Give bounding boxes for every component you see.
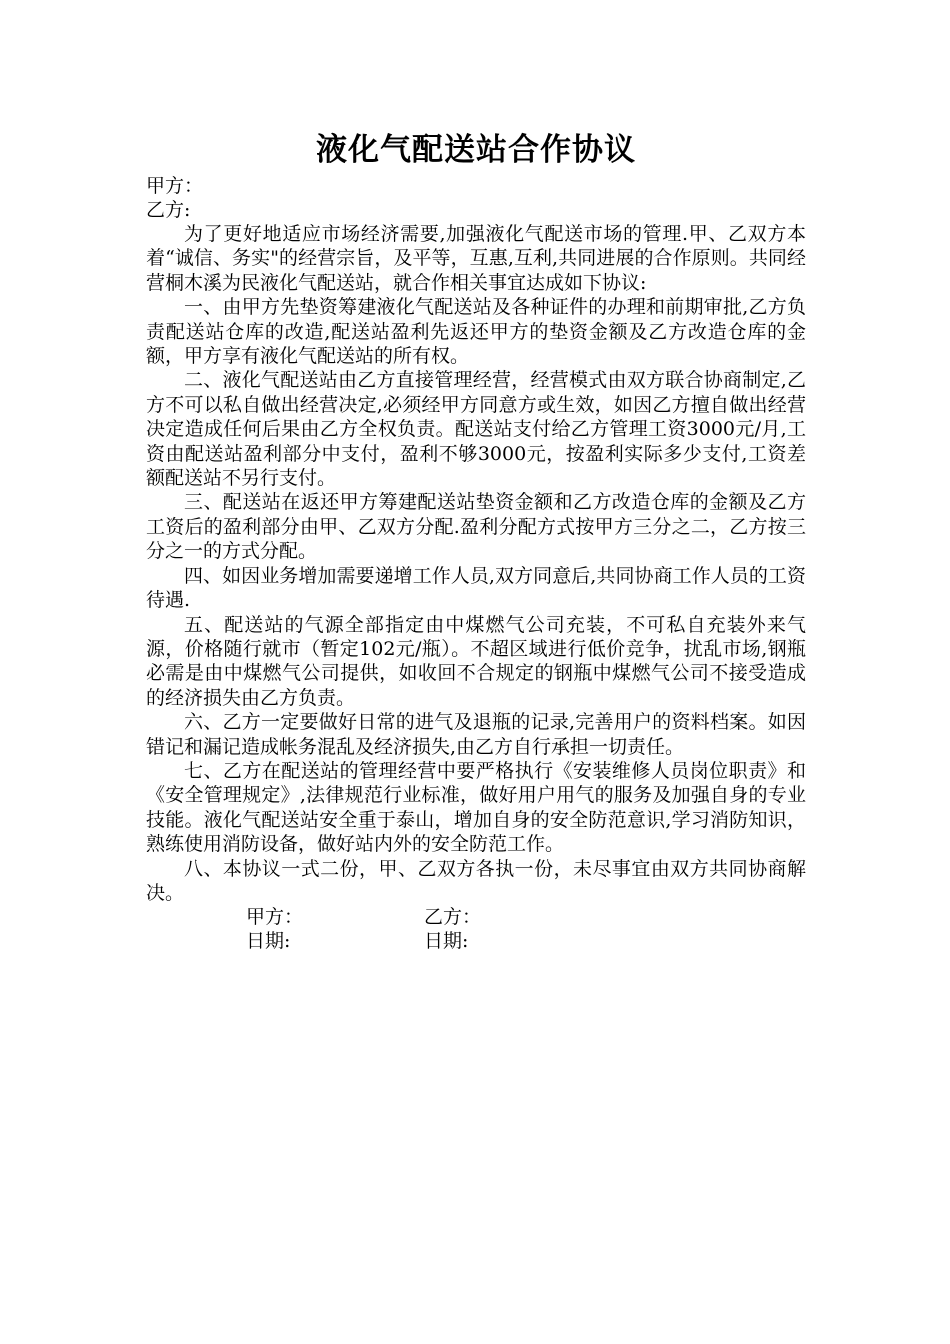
clause-6-paragraph: 六、乙方一定要做好日常的进气及退瓶的记录,完善用户的资料档案。如因错记和漏记造成帐务混乱及经济损失,由乙方自行承担一切责任。 [146,711,806,758]
party-a-line: 甲方： [146,175,204,197]
clause-5-paragraph: 五、配送站的气源全部指定由中煤燃气公司充装，不可私自充装外来气源，价格随行就市（暂定102元/瓶）。不超区域进行低价竞争，扰乱市场,钢瓶必需是由中煤燃气公司提供，如收回不合规定的钢瓶中煤燃气公司不接受造成的经济损失由乙方负责。 [146,613,806,709]
clause-7-paragraph: 七、乙方在配送站的管理经营中要严格执行《安装维修人员岗位职责》和《安全管理规定》,法律规范行业标准，做好用户用气的服务及加强自身的专业技能。液化气配送站安全重于泰山，增加自身的安全防范意识,学习消防知识，熟练使用消防设备，做好站内外的安全防范工作。 [146,759,806,856]
document-page [146,128,806,953]
preamble-paragraph: 为了更好地适应市场经济需要,加强液化气配送市场的管理.甲、乙双方本着“诚信、务实"的经营宗旨，及平等，互惠,互利,共同进展的合作原则。共同经营桐木溪为民液化气配送站，就合作相关事宜达成如下协议: [146,223,806,294]
date-party-b: 日期: [424,930,469,953]
signature-party-a: 甲方： [246,906,304,929]
clause-1-paragraph: 一、由甲方先垫资筹建液化气配送站及各种证件的办理和前期审批,乙方负责配送站仓库的改造,配送站盈利先返还甲方的垫资金额及乙方改造仓库的金额，甲方享有液化气配送站的所有权。 [146,296,806,368]
document-title: 液化气配送站合作协议 [316,132,636,168]
clause-2-paragraph: 二、液化气配送站由乙方直接管理经营，经营模式由双方联合协商制定,乙方不可以私自做出经营决定,必须经甲方同意方或生效，如因乙方擅自做出经营决定造成任何后果由乙方全权负责。配送站支付给乙方管理工资3000元/月,工资由配送站盈利部分中支付，盈利不够3000元，按盈利实际多少支付,工资差额配送站不另行支付。 [146,369,806,490]
date-row [146,929,806,953]
date-party-a: 日期: [246,930,291,953]
signature-party-b: 乙方： [424,906,482,929]
clause-3-paragraph: 三、配送站在返还甲方筹建配送站垫资金额和乙方改造仓库的金额及乙方工资后的盈利部分由甲、乙双方分配.盈利分配方式按甲方三分之二，乙方按三分之一的方式分配。 [146,491,806,563]
party-b-line: 乙方: [146,199,191,221]
clause-8-paragraph: 八、本协议一式二份，甲、乙双方各执一份，未尽事宜由双方共同协商解决。 [146,857,806,904]
signature-row [146,905,806,929]
clause-4-paragraph: 四、如因业务增加需要递增工作人员,双方同意后,共同协商工作人员的工资待遇. [146,564,806,612]
